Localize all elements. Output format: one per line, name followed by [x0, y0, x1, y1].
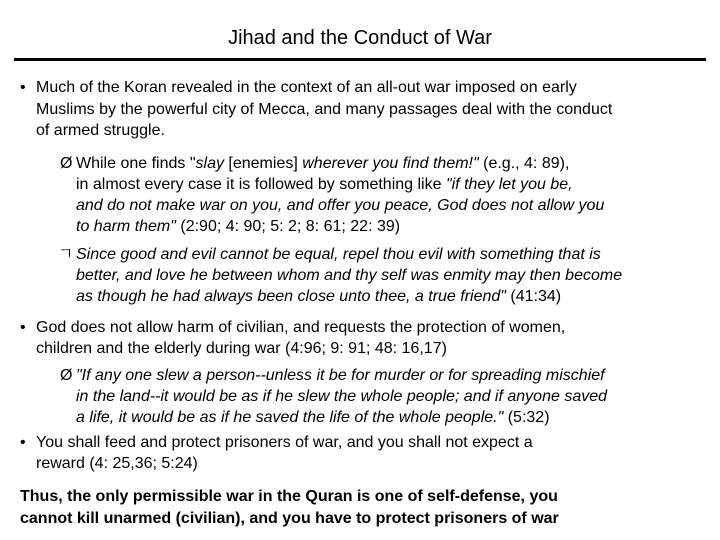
- sub-3-line-3: [76, 408, 550, 428]
- corner-arrow-icon: ㄱ: [58, 246, 74, 263]
- text-run-italic: a life, it would be as if he saved the life of the whole people.": [76, 409, 504, 426]
- text-run: (e.g., 4: 89),: [478, 155, 570, 172]
- bullet-3-line-2: reward (4: 25,36; 5:24): [36, 455, 198, 472]
- bullet-marker: •: [20, 79, 26, 96]
- text-run-italic: as though he had always been close unto thee, a true friend": [76, 288, 506, 305]
- bullet-2-line-2: children and the elderly during war (4:96; 9: 91; 48: 16,17): [36, 340, 447, 357]
- text-run-italic: "if they let you be,: [445, 176, 573, 193]
- bullet-marker: •: [20, 434, 26, 451]
- conclusion-line-2: cannot kill unarmed (civilian), and you have to protect prisoners of war: [20, 510, 559, 527]
- sub-2-line-3: [76, 287, 561, 307]
- slide-title: Jihad and the Conduct of War: [228, 27, 492, 49]
- sub-1-line-1: [76, 154, 569, 174]
- conclusion-line-1: Thus, the only permissible war in the Quran is one of self-defense, you: [20, 488, 558, 505]
- text-run: (5:32): [503, 409, 550, 426]
- bullet-marker: •: [20, 319, 26, 336]
- sub-1-line-2: [76, 175, 573, 195]
- sub-1-line-4: [76, 217, 400, 237]
- bullet-1-line-2: Muslims by the powerful city of Mecca, and many passages deal with the conduct: [36, 101, 613, 118]
- text-run-italic: slay: [195, 155, 224, 172]
- text-run: [enemies]: [223, 155, 303, 172]
- title-divider: [14, 58, 706, 61]
- arrow-marker-icon: Ø: [60, 155, 73, 172]
- text-run: in almost every case it is followed by something like: [76, 176, 446, 193]
- sub-3-line-1: "If any one slew a person--unless it be for murder or for spreading mischief: [76, 367, 605, 384]
- sub-2-line-2: better, and love he between whom and thy self was enmity may then become: [76, 267, 623, 284]
- bullet-1-line-3: of armed struggle.: [36, 122, 165, 139]
- text-run-italic: wherever you find them!": [302, 155, 479, 172]
- bullet-3-line-1: You shall feed and protect prisoners of war, and you shall not expect a: [36, 434, 533, 451]
- sub-1-line-3: and do not make war on you, and offer you peace, God does not allow you: [76, 197, 605, 214]
- arrow-marker-icon: Ø: [60, 367, 73, 384]
- text-run-italic: to harm them": [76, 218, 176, 235]
- bullet-1-line-1: Much of the Koran revealed in the context of an all-out war imposed on early: [36, 79, 577, 96]
- bullet-2-line-1: God does not allow harm of civilian, and requests the protection of women,: [36, 319, 566, 336]
- sub-2-line-1: Since good and evil cannot be equal, repel thou evil with something that is: [76, 246, 601, 263]
- sub-3-line-2: in the land--it would be as if he slew the whole people; and if anyone saved: [76, 388, 608, 405]
- text-run: (41:34): [505, 288, 562, 305]
- text-run: While one finds ": [76, 155, 196, 172]
- text-run: (2:90; 4: 90; 5: 2; 8: 61; 22: 39): [175, 218, 401, 235]
